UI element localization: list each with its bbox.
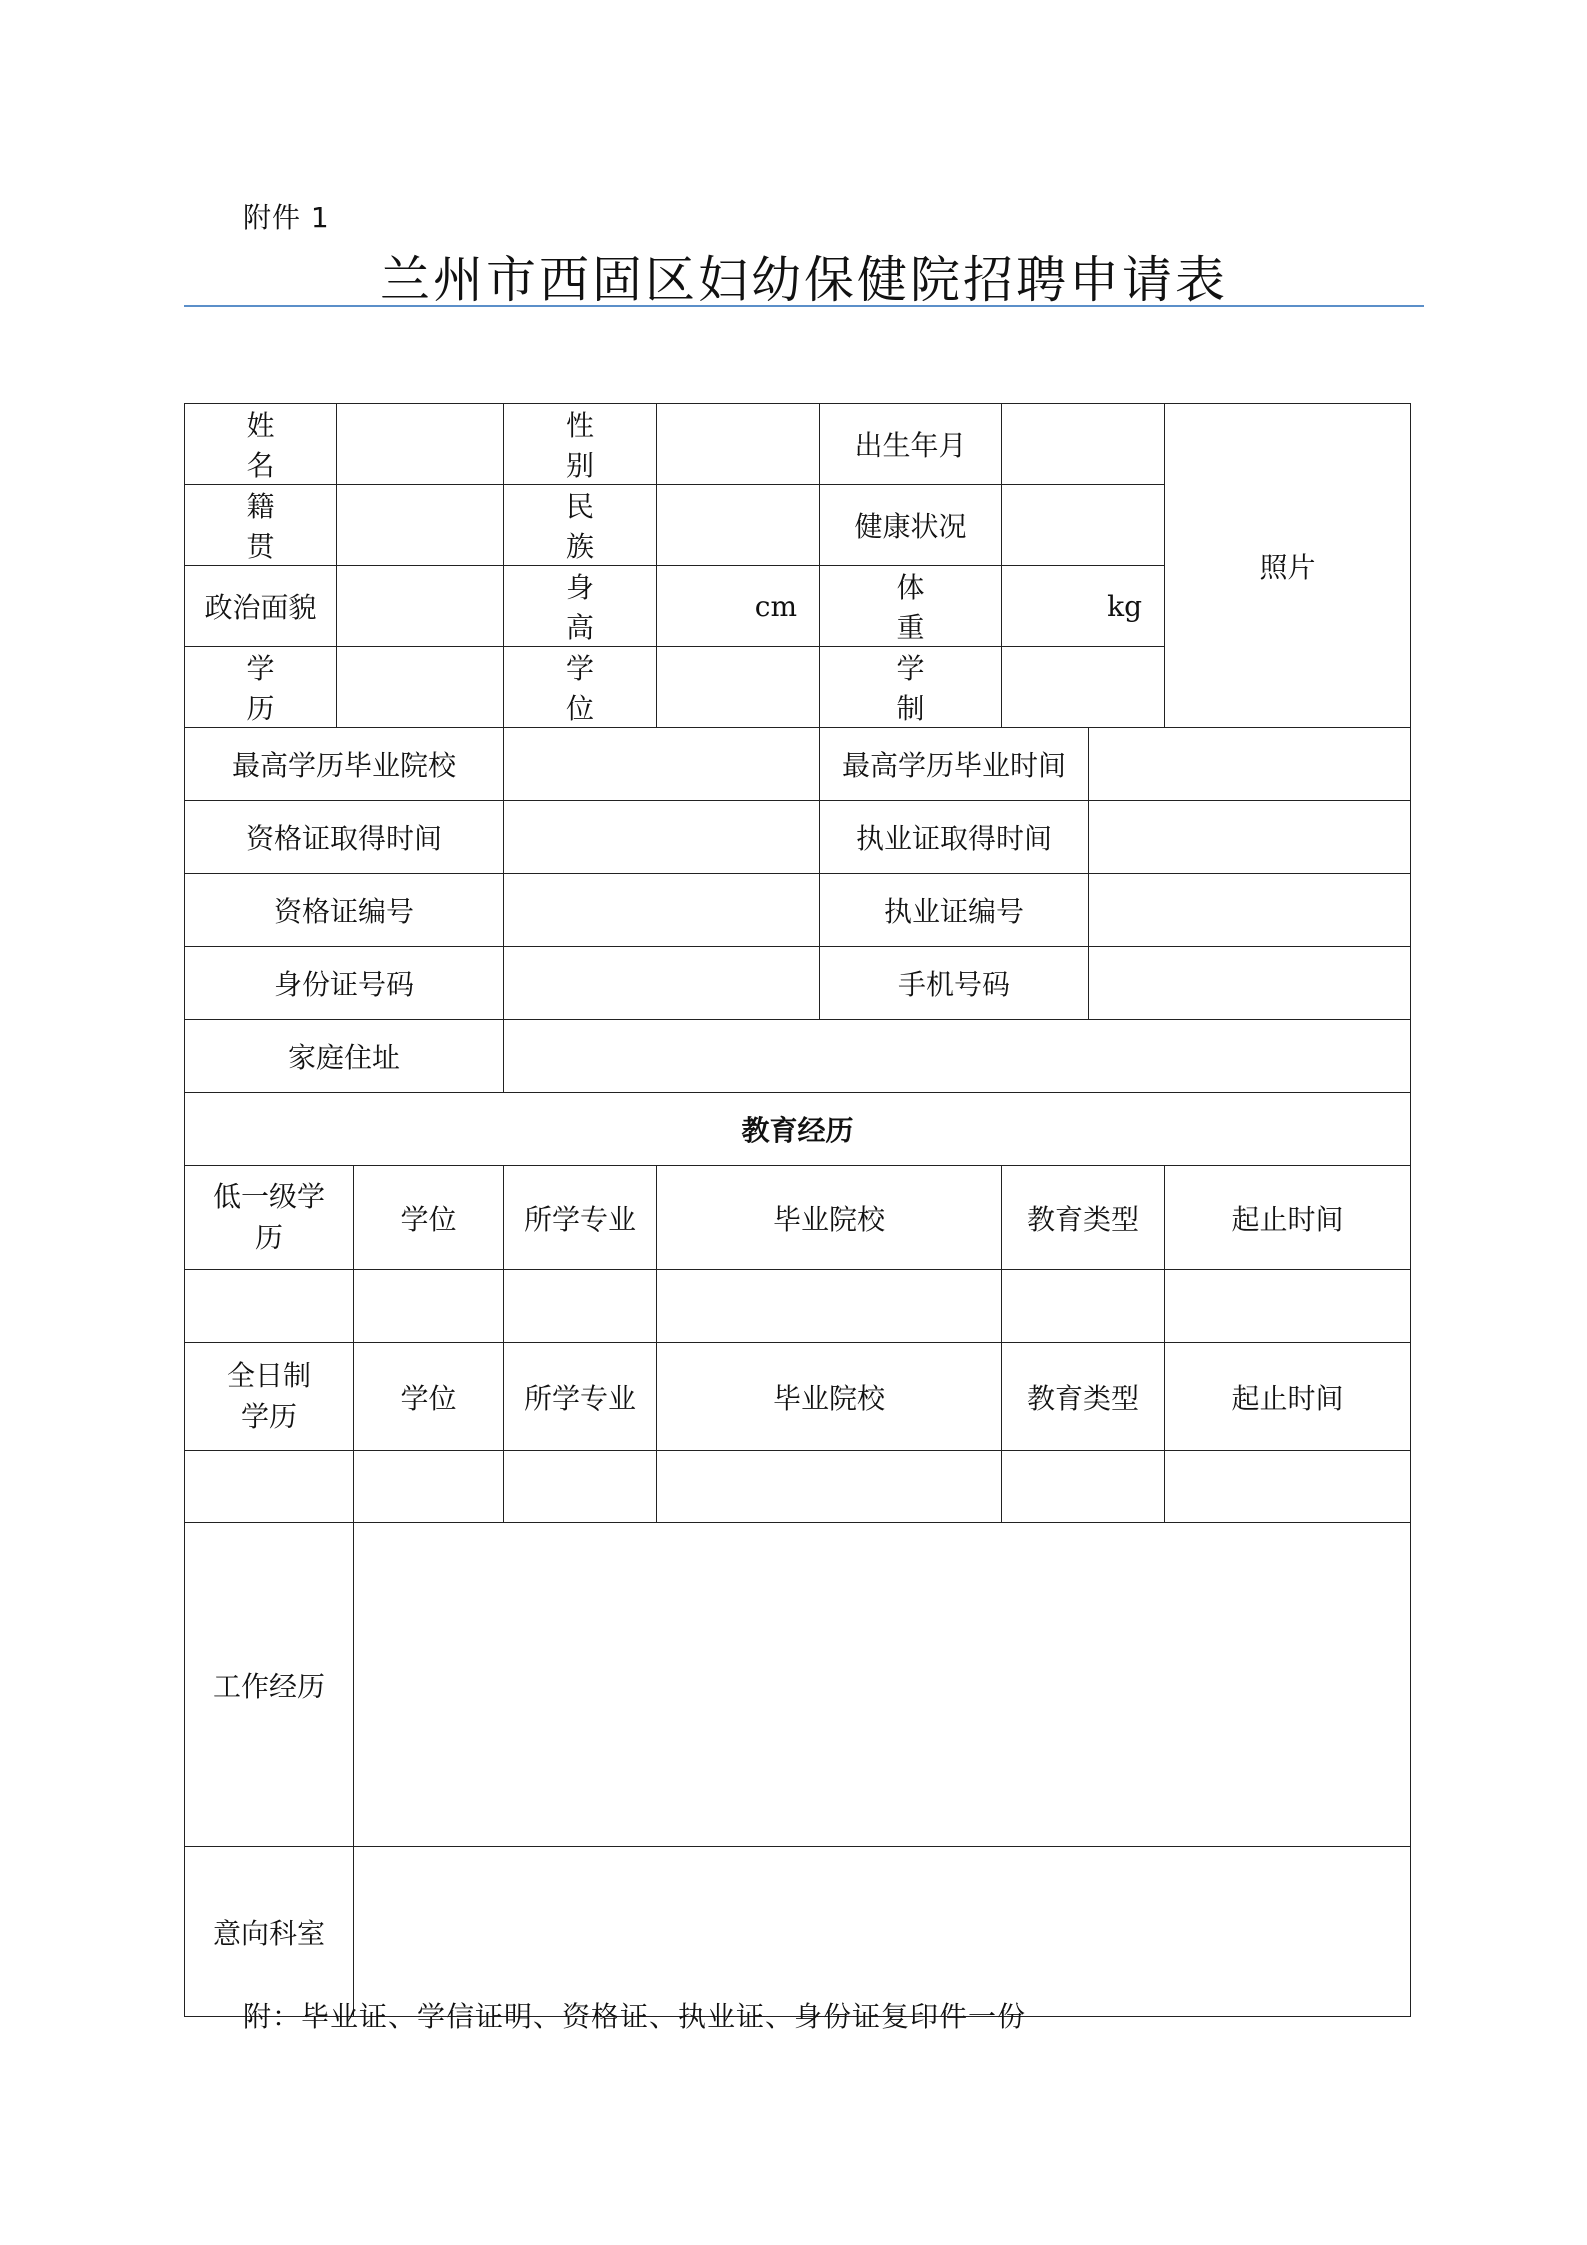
- label-highest-school: 最高学历毕业院校: [185, 728, 504, 801]
- label-health: 健康状况: [820, 485, 1002, 566]
- label-work-history: 工作经历: [185, 1523, 354, 1847]
- field-work-history[interactable]: [354, 1523, 1411, 1847]
- field-major-2[interactable]: [504, 1451, 657, 1523]
- field-schooling[interactable]: [1002, 647, 1165, 728]
- field-lower-level[interactable]: [185, 1270, 354, 1343]
- field-education[interactable]: [337, 647, 504, 728]
- field-school-2[interactable]: [657, 1451, 1002, 1523]
- field-degree[interactable]: [657, 647, 820, 728]
- col-major-1: 所学专业: [504, 1166, 657, 1270]
- col-school-2: 毕业院校: [657, 1343, 1002, 1451]
- field-ethnicity[interactable]: [657, 485, 820, 566]
- label-practice-time: 执业证取得时间: [820, 801, 1089, 874]
- field-degree-1[interactable]: [354, 1270, 504, 1343]
- field-period-1[interactable]: [1165, 1270, 1411, 1343]
- field-highest-time[interactable]: [1089, 728, 1411, 801]
- field-type-2[interactable]: [1002, 1451, 1165, 1523]
- label-phone: 手机号码: [820, 947, 1089, 1020]
- label-degree: 学 位: [504, 647, 657, 728]
- col-school-1: 毕业院校: [657, 1166, 1002, 1270]
- field-politics[interactable]: [337, 566, 504, 647]
- attachment-label: 附件 1: [243, 201, 330, 234]
- application-form-table: [184, 403, 1411, 2017]
- weight-unit: kg: [1107, 589, 1142, 623]
- label-schooling: 学 制: [820, 647, 1002, 728]
- field-name[interactable]: [337, 404, 504, 485]
- col-type-2: 教育类型: [1002, 1343, 1165, 1451]
- label-ethnicity: 民 族: [504, 485, 657, 566]
- field-school-1[interactable]: [657, 1270, 1002, 1343]
- field-height[interactable]: [657, 566, 820, 647]
- label-education: 学 历: [185, 647, 337, 728]
- field-full-time[interactable]: [185, 1451, 354, 1523]
- field-id-no[interactable]: [504, 947, 820, 1020]
- label-height: 身 高: [504, 566, 657, 647]
- label-address: 家庭住址: [185, 1020, 504, 1093]
- photo-box[interactable]: 照片: [1165, 404, 1411, 728]
- label-department: 意向科室: [185, 1847, 354, 2017]
- col-degree-2: 学位: [354, 1343, 504, 1451]
- field-address[interactable]: [504, 1020, 1411, 1093]
- label-birth: 出生年月: [820, 404, 1002, 485]
- field-phone[interactable]: [1089, 947, 1411, 1020]
- col-degree-1: 学位: [354, 1166, 504, 1270]
- label-lower-level: [185, 1166, 354, 1270]
- section-education-title: 教育经历: [185, 1093, 1411, 1166]
- field-native-place[interactable]: [337, 485, 504, 566]
- field-major-1[interactable]: [504, 1270, 657, 1343]
- field-period-2[interactable]: [1165, 1451, 1411, 1523]
- field-gender[interactable]: [657, 404, 820, 485]
- label-id-no: 身份证号码: [185, 947, 504, 1020]
- col-type-1: 教育类型: [1002, 1166, 1165, 1270]
- field-degree-2[interactable]: [354, 1451, 504, 1523]
- label-weight: 体 重: [820, 566, 1002, 647]
- field-type-1[interactable]: [1002, 1270, 1165, 1343]
- label-practice-no: 执业证编号: [820, 874, 1089, 947]
- label-gender: 性 别: [504, 404, 657, 485]
- field-weight[interactable]: [1002, 566, 1165, 647]
- height-unit: cm: [754, 589, 797, 623]
- field-qual-time[interactable]: [504, 801, 820, 874]
- label-full-time: [185, 1343, 354, 1451]
- page-title: 兰州市西固区妇幼保健院招聘申请表: [380, 251, 1228, 309]
- field-department[interactable]: [354, 1847, 1411, 2017]
- col-period-1: 起止时间: [1165, 1166, 1411, 1270]
- title-divider: [184, 305, 1424, 307]
- full-time-text: 全日制学历: [227, 1358, 312, 1433]
- label-name: 姓 名: [185, 404, 337, 485]
- col-major-2: 所学专业: [504, 1343, 657, 1451]
- field-practice-no[interactable]: [1089, 874, 1411, 947]
- field-health[interactable]: [1002, 485, 1165, 566]
- col-period-2: 起止时间: [1165, 1343, 1411, 1451]
- label-highest-time: 最高学历毕业时间: [820, 728, 1089, 801]
- field-highest-school[interactable]: [504, 728, 820, 801]
- field-practice-time[interactable]: [1089, 801, 1411, 874]
- field-qual-no[interactable]: [504, 874, 820, 947]
- label-native-place: 籍 贯: [185, 485, 337, 566]
- field-birth[interactable]: [1002, 404, 1165, 485]
- label-qual-no: 资格证编号: [185, 874, 504, 947]
- lower-level-text: 低一级学历: [212, 1179, 325, 1254]
- footer-note: 附：毕业证、学信证明、资格证、执业证、身份证复印件一份: [243, 2000, 1027, 2033]
- label-qual-time: 资格证取得时间: [185, 801, 504, 874]
- label-politics: 政治面貌: [185, 566, 337, 647]
